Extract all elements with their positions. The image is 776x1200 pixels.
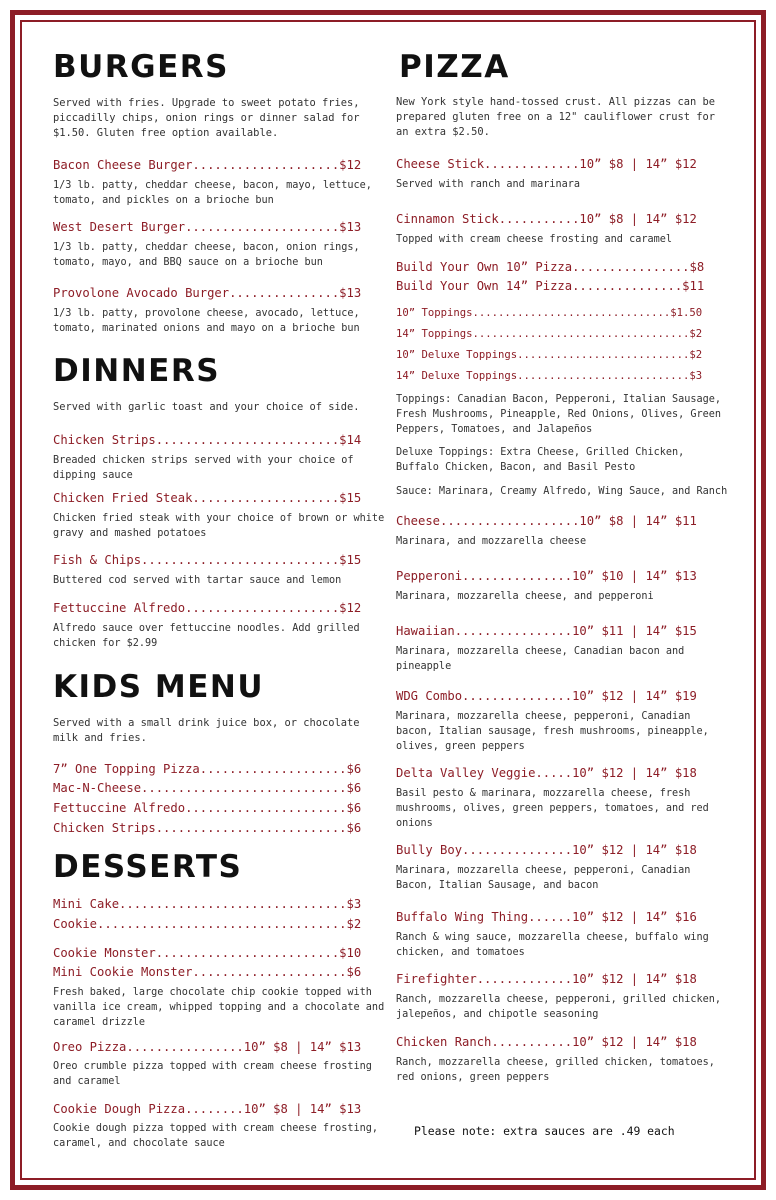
menu-item-desc: Oreo crumble pizza topped with cream cheese frosting and caramel: [53, 1061, 372, 1087]
topping-price-14: 14” Toppings..................................$2: [396, 328, 703, 340]
menu-item-fettuccine-alfredo: Fettuccine Alfredo.....................$12: [53, 601, 362, 615]
burgers-heading: BURGERS: [53, 49, 229, 85]
menu-item-kids-pizza: 7” One Topping Pizza....................$6: [53, 762, 362, 776]
menu-item-chicken-strips: Chicken Strips.........................$14: [53, 433, 362, 447]
menu-item-build-your-own-10: Build Your Own 10” Pizza................$8: [396, 260, 705, 274]
menu-item-mini-cookie-monster: Mini Cookie Monster.....................$6: [53, 965, 362, 979]
pizza-intro: New York style hand-tossed crust. All pizzas can be prepared gluten free on a 12" cauliflower crust for an extra $2.50.: [396, 96, 716, 138]
menu-item-desc: Ranch, mozzarella cheese, pepperoni, grilled chicken, jalepeños, and chipotle seasoning: [396, 994, 722, 1020]
menu-item-bacon-cheese-burger: Bacon Cheese Burger....................$12: [53, 158, 362, 172]
menu-item-desc: Ranch & wing sauce, mozzarella cheese, buffalo wing chicken, and tomatoes: [396, 932, 709, 958]
menu-item-desc: Marinara, mozzarella cheese, pepperoni, Canadian bacon, Italian sausage, fresh mushrooms, pineapple, olives, green peppers: [396, 711, 709, 752]
menu-item-provolone-avocado-burger: Provolone Avocado Burger...............$13: [53, 286, 362, 300]
menu-item-chicken-ranch: Chicken Ranch...........10” $12 | 14” $18: [396, 1035, 697, 1049]
menu-item-desc: Topped with cream cheese frosting and caramel: [396, 234, 673, 245]
toppings-list: Toppings: Canadian Bacon, Pepperoni, Italian Sausage, Fresh Mushrooms, Pineapple, Red Onions, Olives, Green Peppers, Tomatoes, and Jalapeños: [396, 394, 722, 435]
menu-item-desc: Marinara, and mozzarella cheese: [396, 536, 587, 547]
menu-item-desc: Marinara, mozzarella cheese, and pepperoni: [396, 591, 654, 602]
menu-item-bully-boy: Bully Boy...............10” $12 | 14” $18: [396, 843, 697, 857]
menu-item-build-your-own-14: Build Your Own 14” Pizza...............$11: [396, 279, 705, 293]
menu-item-kids-fettuccine: Fettuccine Alfredo......................$6: [53, 801, 362, 815]
menu-item-mini-cake: Mini Cake...............................$3: [53, 897, 362, 911]
menu-item-desc: Marinara, mozzarella cheese, Canadian bacon and pineapple: [396, 646, 685, 672]
menu-item-desc: Buttered cod served with tartar sauce and lemon: [53, 575, 342, 586]
menu-item-cinnamon-stick: Cinnamon Stick...........10” $8 | 14” $12: [396, 212, 697, 226]
menu-item-desc: 1/3 lb. patty, cheddar cheese, bacon, onion rings, tomato, mayo, and BBQ sauce on a brioche bun: [53, 242, 360, 268]
burgers-intro: Served with fries. Upgrade to sweet potato fries, piccadilly chips, onion rings or dinner salad for $1.50. Gluten free option available.: [53, 97, 360, 139]
menu-item-buffalo-wing-thing: Buffalo Wing Thing......10” $12 | 14” $16: [396, 910, 697, 924]
menu-item-desc: Fresh baked, large chocolate chip cookie topped with vanilla ice cream, whipped topping and a chocolate and caramel drizzle: [53, 987, 385, 1028]
menu-item-kids-mac-n-cheese: Mac-N-Cheese............................$6: [53, 781, 362, 795]
menu-item-cheese-stick: Cheese Stick.............10” $8 | 14” $12: [396, 157, 697, 171]
deluxe-toppings-list: Deluxe Toppings: Extra Cheese, Grilled Chicken, Buffalo Chicken, Bacon, and Basil Pesto: [396, 447, 685, 473]
menu-item-cookie-monster: Cookie Monster.........................$10: [53, 946, 362, 960]
menu-item-desc: Ranch, mozzarella cheese, grilled chicken, tomatoes, red onions, green peppers: [396, 1057, 715, 1083]
topping-price-10: 10” Toppings...............................$1.50: [396, 307, 703, 319]
topping-price-deluxe-10: 10” Deluxe Toppings...........................$2: [396, 349, 703, 361]
menu-item-oreo-pizza: Oreo Pizza................10” $8 | 14” $13: [53, 1040, 362, 1054]
menu-item-chicken-fried-steak: Chicken Fried Steak....................$15: [53, 491, 362, 505]
menu-item-delta-valley-veggie: Delta Valley Veggie.....10” $12 | 14” $18: [396, 766, 697, 780]
menu-item-cookie: Cookie..................................$2: [53, 917, 362, 931]
sauce-list: Sauce: Marinara, Creamy Alfredo, Wing Sauce, and Ranch: [396, 486, 728, 497]
menu-item-pepperoni-pizza: Pepperoni...............10” $10 | 14” $13: [396, 569, 697, 583]
menu-item-desc: Alfredo sauce over fettuccine noodles. Add grilled chicken for $2.99: [53, 623, 360, 649]
menu-item-desc: Cookie dough pizza topped with cream cheese frosting, caramel, and chocolate sauce: [53, 1123, 379, 1149]
menu-item-desc: 1/3 lb. patty, cheddar cheese, bacon, mayo, lettuce, tomato, and pickles on a brioche bun: [53, 180, 372, 206]
topping-price-deluxe-14: 14” Deluxe Toppings...........................$3: [396, 370, 703, 382]
menu-item-desc: Chicken fried steak with your choice of brown or white gravy and mashed potatoes: [53, 513, 385, 539]
dinners-heading: DINNERS: [53, 353, 221, 389]
sauce-note: Please note: extra sauces are .49 each: [414, 1124, 675, 1138]
menu-item-firefighter: Firefighter.............10” $12 | 14” $18: [396, 972, 697, 986]
pizza-heading: PIZZA: [399, 49, 510, 85]
menu-item-west-desert-burger: West Desert Burger.....................$13: [53, 220, 362, 234]
kids-menu-intro: Served with a small drink juice box, or chocolate milk and fries.: [53, 717, 360, 744]
menu-item-desc: Marinara, mozzarella cheese, pepperoni, Canadian Bacon, Italian Sausage, and bacon: [396, 865, 691, 891]
menu-item-desc: Breaded chicken strips served with your choice of dipping sauce: [53, 455, 354, 481]
menu-item-cheese-pizza: Cheese...................10” $8 | 14” $11: [396, 514, 697, 528]
menu-item-desc: 1/3 lb. patty, provolone cheese, avocado, lettuce, tomato, marinated onions and mayo on a brioche bun: [53, 308, 360, 334]
menu-item-desc: Served with ranch and marinara: [396, 179, 581, 190]
menu-item-fish-and-chips: Fish & Chips...........................$15: [53, 553, 362, 567]
menu-item-wdg-combo: WDG Combo...............10” $12 | 14” $19: [396, 689, 697, 703]
menu-item-hawaiian-pizza: Hawaiian................10” $11 | 14” $15: [396, 624, 697, 638]
menu-item-kids-chicken-strips: Chicken Strips..........................$6: [53, 821, 362, 835]
desserts-heading: DESSERTS: [53, 849, 243, 885]
menu-item-cookie-dough-pizza: Cookie Dough Pizza........10” $8 | 14” $13: [53, 1102, 362, 1116]
menu-item-desc: Basil pesto & marinara, mozzarella cheese, fresh mushrooms, olives, green peppers, tomatoes, and red onions: [396, 788, 709, 829]
kids-menu-heading: KIDS MENU: [53, 669, 265, 705]
dinners-intro: Served with garlic toast and your choice of side.: [53, 401, 360, 413]
